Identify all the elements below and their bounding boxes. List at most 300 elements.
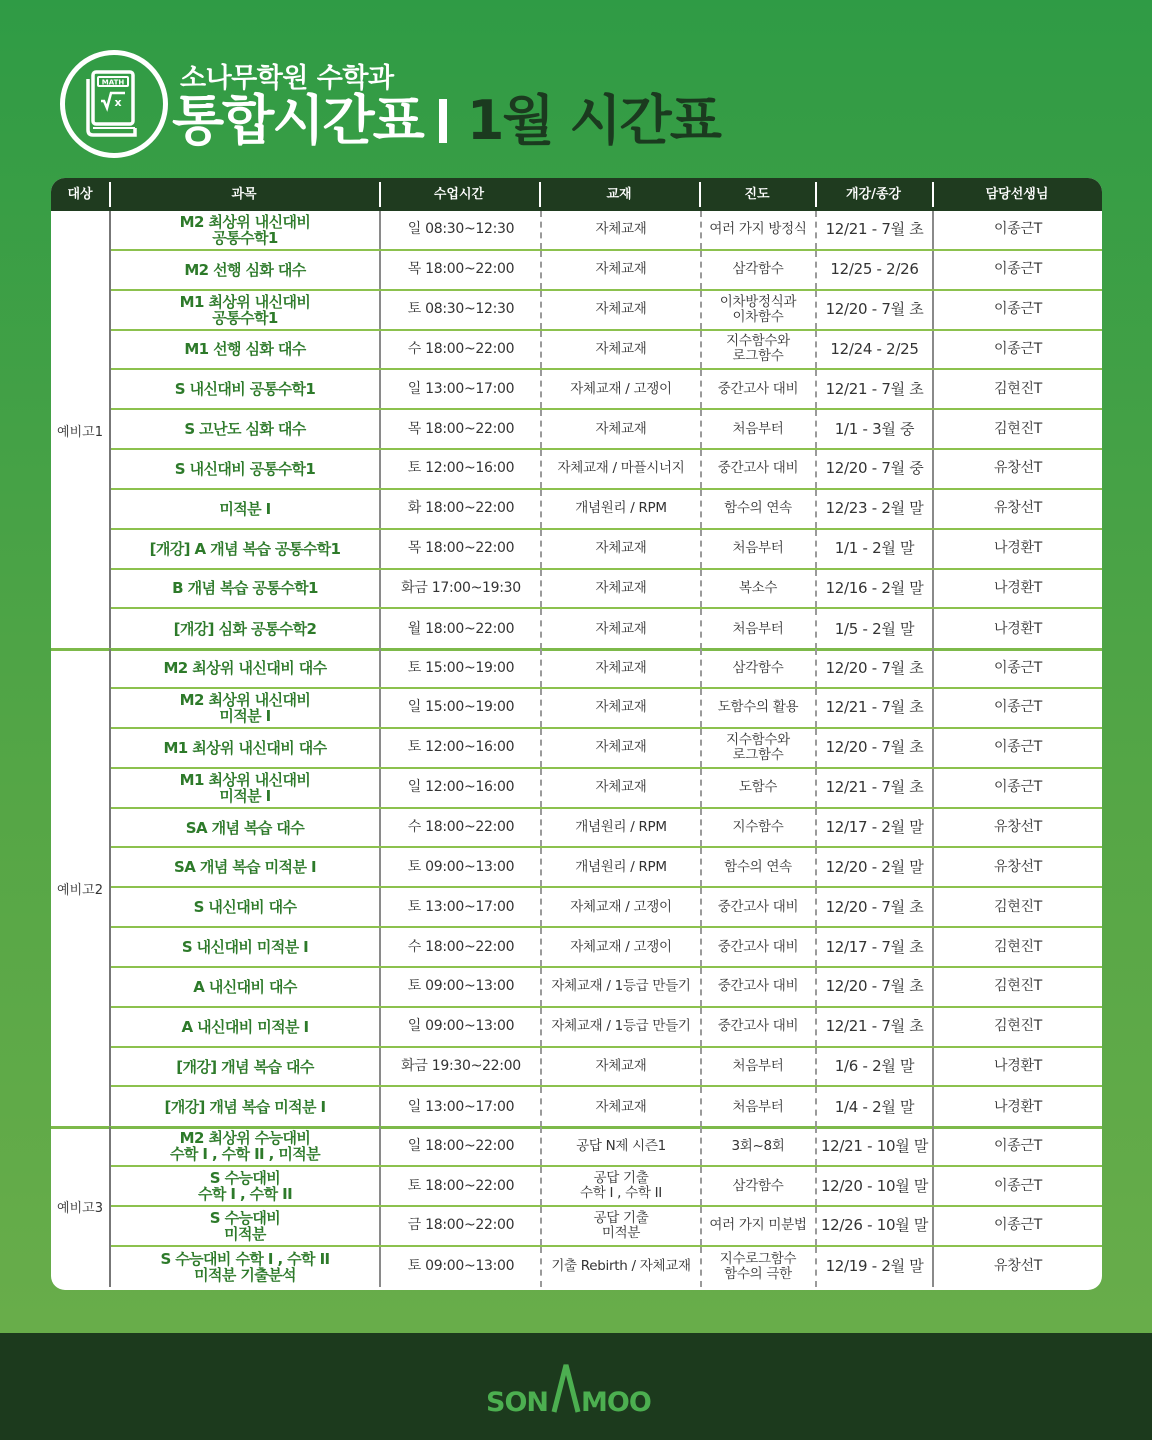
column-divider: [540, 968, 542, 1006]
title-month: 1월 시간표: [466, 89, 720, 152]
column-divider: [932, 1127, 934, 1165]
column-divider: [540, 530, 542, 568]
book-cell: 자체교재: [595, 301, 647, 318]
column-divider: [540, 649, 542, 687]
column-divider: [540, 291, 542, 329]
column-divider: [932, 729, 934, 767]
group-label: 예비고1: [57, 424, 103, 440]
column-divider: [815, 1207, 817, 1245]
time-cell: 수 18:00~22:00: [407, 340, 515, 357]
progress-cell: 함수의 연속: [724, 500, 792, 517]
period-cell: 1/5 - 2월 말: [834, 619, 915, 638]
column-divider: [932, 530, 934, 568]
subject-cell: M2 최상위 내신대비 미적분 I: [179, 690, 311, 725]
period-cell: 1/1 - 3월 중: [834, 419, 915, 438]
column-divider: [815, 1087, 817, 1127]
column-divider: [815, 370, 817, 408]
teacher-cell: 이종근T: [994, 1217, 1042, 1234]
column-divider: [379, 1048, 381, 1086]
period-cell: 12/26 - 10월 말: [820, 1216, 929, 1235]
column-divider: [379, 450, 381, 488]
column-divider: [379, 291, 381, 329]
book-cell: 자체교재 / 마플시너지: [557, 460, 685, 477]
table-row: [111, 530, 1102, 570]
progress-cell: 여러 가지 미분법: [709, 1217, 807, 1234]
subject-cell: S 내신대비 공통수학1: [174, 380, 316, 399]
teacher-cell: 유창선T: [994, 819, 1042, 835]
subject-cell: S 내신대비 공통수학1: [174, 459, 316, 478]
column-divider: [379, 848, 381, 886]
subject-cell: M1 최상위 내신대비 미적분 I: [179, 770, 311, 805]
table-body: [51, 211, 1102, 1290]
book-cell: 자체교재: [595, 221, 647, 238]
teacher-cell: 이종근T: [994, 779, 1042, 796]
column-divider: [700, 570, 702, 608]
table-row: [111, 848, 1102, 888]
teacher-cell: 나경환T: [994, 540, 1042, 557]
column-divider: [700, 490, 702, 528]
progress-cell: 지수함수: [732, 819, 784, 835]
column-divider: [932, 291, 934, 329]
book-cell: 자체교재: [595, 699, 647, 716]
teacher-cell: 이종근T: [994, 699, 1042, 716]
table-row: [111, 968, 1102, 1008]
progress-cell: 중간고사 대비: [717, 938, 799, 955]
col-header-teacher: 담당선생님: [932, 178, 1102, 211]
column-divider: [540, 331, 542, 369]
time-cell: 토 09:00~13:00: [407, 858, 515, 875]
time-cell: 화 18:00~22:00: [407, 500, 515, 517]
column-divider: [700, 689, 702, 727]
table-row: [111, 1048, 1102, 1088]
col-header-target: 대상: [67, 187, 93, 202]
col-header-time: 수업시간: [379, 178, 539, 211]
column-divider: [815, 848, 817, 886]
column-divider: [379, 769, 381, 807]
group-label: 예비고2: [57, 882, 103, 898]
column-divider: [379, 928, 381, 966]
column-divider: [700, 370, 702, 408]
subject-cell: 미적분 I: [219, 499, 271, 518]
subject-cell: SA 개념 복습 대수: [185, 818, 305, 837]
teacher-cell: 나경환T: [994, 620, 1042, 637]
column-divider: [932, 211, 934, 249]
footer: [0, 1333, 1152, 1440]
teacher-cell: 김현진T: [994, 420, 1042, 437]
table-row: [111, 291, 1102, 331]
period-cell: 12/19 - 2월 말: [825, 1257, 924, 1276]
column-divider: [815, 331, 817, 369]
time-cell: 토 09:00~13:00: [407, 978, 515, 995]
time-cell: 목 18:00~22:00: [407, 420, 515, 437]
time-cell: 토 18:00~22:00: [407, 1177, 515, 1194]
time-cell: 수 18:00~22:00: [407, 819, 515, 835]
period-cell: 12/20 - 10월 말: [820, 1176, 929, 1195]
subject-cell: M1 선행 심화 대수: [184, 340, 306, 359]
time-cell: 목 18:00~22:00: [407, 261, 515, 278]
book-cell: 자체교재: [595, 261, 647, 278]
time-cell: 금 18:00~22:00: [407, 1217, 515, 1234]
column-divider: [379, 530, 381, 568]
column-divider: [932, 450, 934, 488]
progress-cell: 삼각함수: [732, 1177, 784, 1194]
column-divider: [379, 370, 381, 408]
period-cell: 1/6 - 2월 말: [834, 1057, 915, 1076]
column-divider: [379, 729, 381, 767]
teacher-cell: 나경환T: [994, 579, 1042, 596]
progress-cell: 복소수: [738, 579, 778, 596]
column-divider: [932, 570, 934, 608]
column-divider: [540, 370, 542, 408]
column-divider: [815, 769, 817, 807]
column-divider: [815, 410, 817, 448]
column-divider: [932, 331, 934, 369]
period-cell: 12/20 - 7월 초: [825, 658, 924, 677]
column-divider: [700, 888, 702, 926]
column-divider: [700, 1087, 702, 1127]
column-divider: [540, 410, 542, 448]
time-cell: 토 13:00~17:00: [407, 898, 515, 915]
table-row: [111, 1247, 1102, 1287]
time-cell: 토 12:00~16:00: [407, 739, 515, 756]
time-cell: 토 08:30~12:30: [407, 301, 515, 318]
column-divider: [700, 609, 702, 649]
group-divider: [109, 649, 111, 1127]
table-row: [111, 769, 1102, 809]
book-cell: 기출 Rebirth / 자체교재: [551, 1258, 691, 1275]
column-divider: [700, 291, 702, 329]
column-divider: [540, 1127, 542, 1165]
column-divider: [815, 928, 817, 966]
progress-cell: 중간고사 대비: [717, 380, 799, 397]
book-cell: 자체교재: [595, 420, 647, 437]
period-cell: 12/21 - 10월 말: [820, 1136, 929, 1155]
time-cell: 토 09:00~13:00: [407, 1258, 515, 1275]
column-divider: [700, 211, 702, 249]
teacher-cell: 이종근T: [994, 1137, 1042, 1154]
teacher-cell: 이종근T: [994, 739, 1042, 756]
timetable: [51, 178, 1102, 1290]
column-divider: [700, 848, 702, 886]
col-header-progress: 진도: [699, 178, 815, 211]
progress-cell: 중간고사 대비: [717, 460, 799, 477]
column-divider: [379, 809, 381, 847]
table-row: [111, 609, 1102, 649]
column-divider: [379, 1207, 381, 1245]
time-cell: 일 13:00~17:00: [407, 380, 515, 397]
progress-cell: 중간고사 대비: [717, 1018, 799, 1035]
title-divider: [439, 99, 447, 143]
period-cell: 12/21 - 7월 초: [825, 778, 924, 797]
column-divider: [540, 609, 542, 649]
table-row: [111, 809, 1102, 849]
table-row: [111, 649, 1102, 689]
period-cell: 12/20 - 7월 초: [825, 977, 924, 996]
period-cell: 12/24 - 2/25: [830, 339, 919, 358]
column-divider: [540, 729, 542, 767]
table-row: [111, 410, 1102, 450]
column-divider: [700, 1247, 702, 1287]
group-divider: [109, 1127, 111, 1286]
column-divider: [815, 609, 817, 649]
column-divider: [815, 450, 817, 488]
column-divider: [932, 848, 934, 886]
column-divider: [932, 1048, 934, 1086]
col-header-subject: 과목: [109, 178, 379, 211]
book-cell: 자체교재 / 고쟁이: [570, 380, 672, 397]
column-divider: [815, 530, 817, 568]
table-row: [111, 211, 1102, 251]
column-divider: [379, 1087, 381, 1127]
column-divider: [700, 1048, 702, 1086]
column-divider: [540, 809, 542, 847]
subject-cell: M1 최상위 내신대비 공통수학1: [179, 292, 311, 327]
teacher-cell: 김현진T: [994, 978, 1042, 995]
column-divider: [379, 649, 381, 687]
teacher-cell: 유창선T: [994, 1258, 1042, 1275]
column-divider: [932, 370, 934, 408]
column-divider: [700, 769, 702, 807]
subject-cell: [개강] 개념 복습 미적분 I: [164, 1098, 326, 1117]
teacher-cell: 이종근T: [994, 659, 1042, 676]
progress-cell: 중간고사 대비: [717, 898, 799, 915]
column-divider: [700, 530, 702, 568]
book-cell: 자체교재: [595, 1058, 647, 1075]
column-divider: [379, 689, 381, 727]
column-divider: [540, 848, 542, 886]
subject-cell: M2 최상위 수능대비 수학 I , 수학 II , 미적분: [169, 1129, 321, 1164]
table-row: [111, 251, 1102, 291]
column-divider: [540, 689, 542, 727]
teacher-cell: 김현진T: [994, 898, 1042, 915]
book-cell: 자체교재 / 1등급 만들기: [551, 1018, 691, 1035]
table-row: [111, 450, 1102, 490]
column-divider: [700, 1127, 702, 1165]
teacher-cell: 유창선T: [994, 500, 1042, 517]
table-header: [51, 178, 1102, 211]
period-cell: 1/1 - 2월 말: [834, 539, 915, 558]
book-cell: 공답 기출 수학 I , 수학 II: [580, 1170, 662, 1202]
title-main: 통합시간표: [172, 89, 423, 152]
period-cell: 12/17 - 7월 초: [825, 937, 924, 956]
period-cell: 12/23 - 2월 말: [825, 499, 924, 518]
book-cell: 개념원리 / RPM: [575, 858, 667, 875]
teacher-cell: 이종근T: [994, 261, 1042, 278]
book-cell: 자체교재: [595, 340, 647, 357]
book-cell: 자체교재: [595, 540, 647, 557]
progress-cell: 지수함수와 로그함수: [726, 731, 790, 763]
teacher-cell: 이종근T: [994, 301, 1042, 318]
time-cell: 목 18:00~22:00: [407, 540, 515, 557]
period-cell: 12/21 - 7월 초: [825, 1017, 924, 1036]
page-title: [172, 88, 720, 154]
subject-cell: M2 최상위 내신대비 대수: [163, 659, 327, 678]
column-divider: [932, 928, 934, 966]
period-cell: 12/20 - 7월 초: [825, 300, 924, 319]
table-row: [111, 1167, 1102, 1207]
column-divider: [700, 251, 702, 289]
period-cell: 12/20 - 7월 초: [825, 738, 924, 757]
subject-cell: S 고난도 심화 대수: [184, 420, 306, 439]
book-cell: 자체교재: [595, 779, 647, 796]
column-divider: [379, 968, 381, 1006]
column-divider: [379, 1127, 381, 1165]
table-row: [111, 1207, 1102, 1247]
column-divider: [815, 1048, 817, 1086]
column-divider: [540, 928, 542, 966]
time-cell: 수 18:00~22:00: [407, 938, 515, 955]
table-row: [111, 888, 1102, 928]
book-cell: 자체교재: [595, 739, 647, 756]
teacher-cell: 이종근T: [994, 221, 1042, 238]
column-divider: [540, 570, 542, 608]
period-cell: 12/21 - 7월 초: [825, 379, 924, 398]
progress-cell: 3회~8회: [731, 1137, 785, 1154]
table-row: [111, 490, 1102, 530]
time-cell: 화금 17:00~19:30: [401, 579, 521, 596]
column-divider: [540, 1167, 542, 1205]
column-divider: [932, 1087, 934, 1127]
book-cell: 개념원리 / RPM: [575, 819, 667, 835]
column-divider: [815, 649, 817, 687]
table-row: [111, 1008, 1102, 1048]
progress-cell: 처음부터: [732, 540, 784, 557]
progress-cell: 처음부터: [732, 420, 784, 437]
column-divider: [700, 1167, 702, 1205]
brand-right: MOO: [581, 1387, 651, 1418]
column-divider: [379, 1167, 381, 1205]
column-divider: [379, 609, 381, 649]
column-divider: [379, 410, 381, 448]
subject-cell: S 내신대비 대수: [193, 898, 297, 917]
subject-cell: S 수능대비 수학 I , 수학 II: [197, 1169, 293, 1204]
column-divider: [700, 928, 702, 966]
column-divider: [700, 649, 702, 687]
column-divider: [815, 729, 817, 767]
column-divider: [932, 1247, 934, 1287]
book-cell: 공답 N제 시즌1: [576, 1137, 666, 1154]
time-cell: 일 13:00~17:00: [407, 1098, 515, 1115]
time-cell: 토 15:00~19:00: [407, 659, 515, 676]
column-divider: [379, 251, 381, 289]
subject-cell: [개강] 심화 공통수학2: [173, 620, 317, 639]
column-divider: [932, 1167, 934, 1205]
brand-left: SON: [486, 1387, 548, 1418]
column-divider: [932, 490, 934, 528]
subject-cell: A 내신대비 미적분 I: [181, 1017, 309, 1036]
column-divider: [815, 291, 817, 329]
table-row: [111, 928, 1102, 968]
book-cell: 자체교재 / 고쟁이: [570, 938, 672, 955]
table-row: [111, 370, 1102, 410]
subject-cell: SA 개념 복습 미적분 I: [174, 858, 316, 877]
time-cell: 일 15:00~19:00: [407, 699, 515, 716]
math-book-icon: [60, 50, 168, 158]
column-divider: [540, 251, 542, 289]
column-divider: [540, 1247, 542, 1287]
column-divider: [700, 410, 702, 448]
book-cell: 자체교재 / 고쟁이: [570, 898, 672, 915]
book-cell: 개념원리 / RPM: [575, 500, 667, 517]
column-divider: [379, 1008, 381, 1046]
table-row: [111, 729, 1102, 769]
teacher-cell: 나경환T: [994, 1098, 1042, 1115]
progress-cell: 중간고사 대비: [717, 978, 799, 995]
subject-cell: S 수능대비 미적분: [209, 1208, 281, 1243]
column-divider: [932, 609, 934, 649]
column-divider: [700, 450, 702, 488]
teacher-cell: 김현진T: [994, 1018, 1042, 1035]
column-divider: [932, 1207, 934, 1245]
subject-cell: B 개념 복습 공통수학1: [172, 579, 318, 598]
progress-cell: 처음부터: [732, 1098, 784, 1115]
column-divider: [932, 968, 934, 1006]
column-divider: [379, 490, 381, 528]
teacher-cell: 김현진T: [994, 380, 1042, 397]
sonamoo-logo: [486, 1359, 666, 1419]
column-divider: [815, 211, 817, 249]
progress-cell: 함수의 연속: [724, 858, 792, 875]
svg-text:x: x: [114, 96, 122, 109]
subject-cell: S 수능대비 수학 I , 수학 II 미적분 기출분석: [160, 1249, 330, 1284]
time-cell: 일 09:00~13:00: [407, 1018, 515, 1035]
period-cell: 12/17 - 2월 말: [825, 818, 924, 836]
column-divider: [932, 251, 934, 289]
column-divider: [700, 1207, 702, 1245]
column-divider: [379, 211, 381, 249]
column-divider: [932, 410, 934, 448]
progress-cell: 지수함수와 로그함수: [726, 333, 790, 365]
period-cell: 1/4 - 2월 말: [834, 1097, 915, 1116]
column-divider: [379, 331, 381, 369]
column-divider: [932, 809, 934, 847]
teacher-cell: 나경환T: [994, 1058, 1042, 1075]
column-divider: [700, 729, 702, 767]
subject-cell: A 내신대비 대수: [193, 977, 297, 996]
header-subtitle: 소나무학원 수학과: [180, 63, 394, 94]
column-divider: [932, 888, 934, 926]
column-divider: [540, 1087, 542, 1127]
header: [0, 0, 1152, 178]
column-divider: [700, 968, 702, 1006]
column-divider: [932, 769, 934, 807]
column-divider: [815, 1247, 817, 1287]
column-divider: [540, 1048, 542, 1086]
progress-cell: 처음부터: [732, 620, 784, 637]
table-row: [111, 570, 1102, 610]
progress-cell: 이차방정식과 이차함수: [719, 293, 797, 325]
column-divider: [540, 450, 542, 488]
logo-label: MATH: [101, 78, 125, 87]
group-divider: [109, 211, 111, 649]
subject-cell: [개강] 개념 복습 대수: [176, 1057, 314, 1076]
column-divider: [540, 1207, 542, 1245]
time-cell: 일 08:30~12:30: [407, 221, 515, 238]
book-cell: 자체교재: [595, 620, 647, 637]
column-divider: [815, 1167, 817, 1205]
col-header-book: 교재: [539, 178, 699, 211]
period-cell: 12/21 - 7월 초: [825, 698, 924, 717]
column-divider: [815, 1008, 817, 1046]
column-divider: [815, 251, 817, 289]
column-divider: [540, 490, 542, 528]
period-cell: 12/21 - 7월 초: [825, 220, 924, 239]
column-divider: [815, 490, 817, 528]
column-divider: [540, 1008, 542, 1046]
book-cell: 자체교재: [595, 1098, 647, 1115]
column-divider: [379, 1247, 381, 1287]
column-divider: [932, 649, 934, 687]
